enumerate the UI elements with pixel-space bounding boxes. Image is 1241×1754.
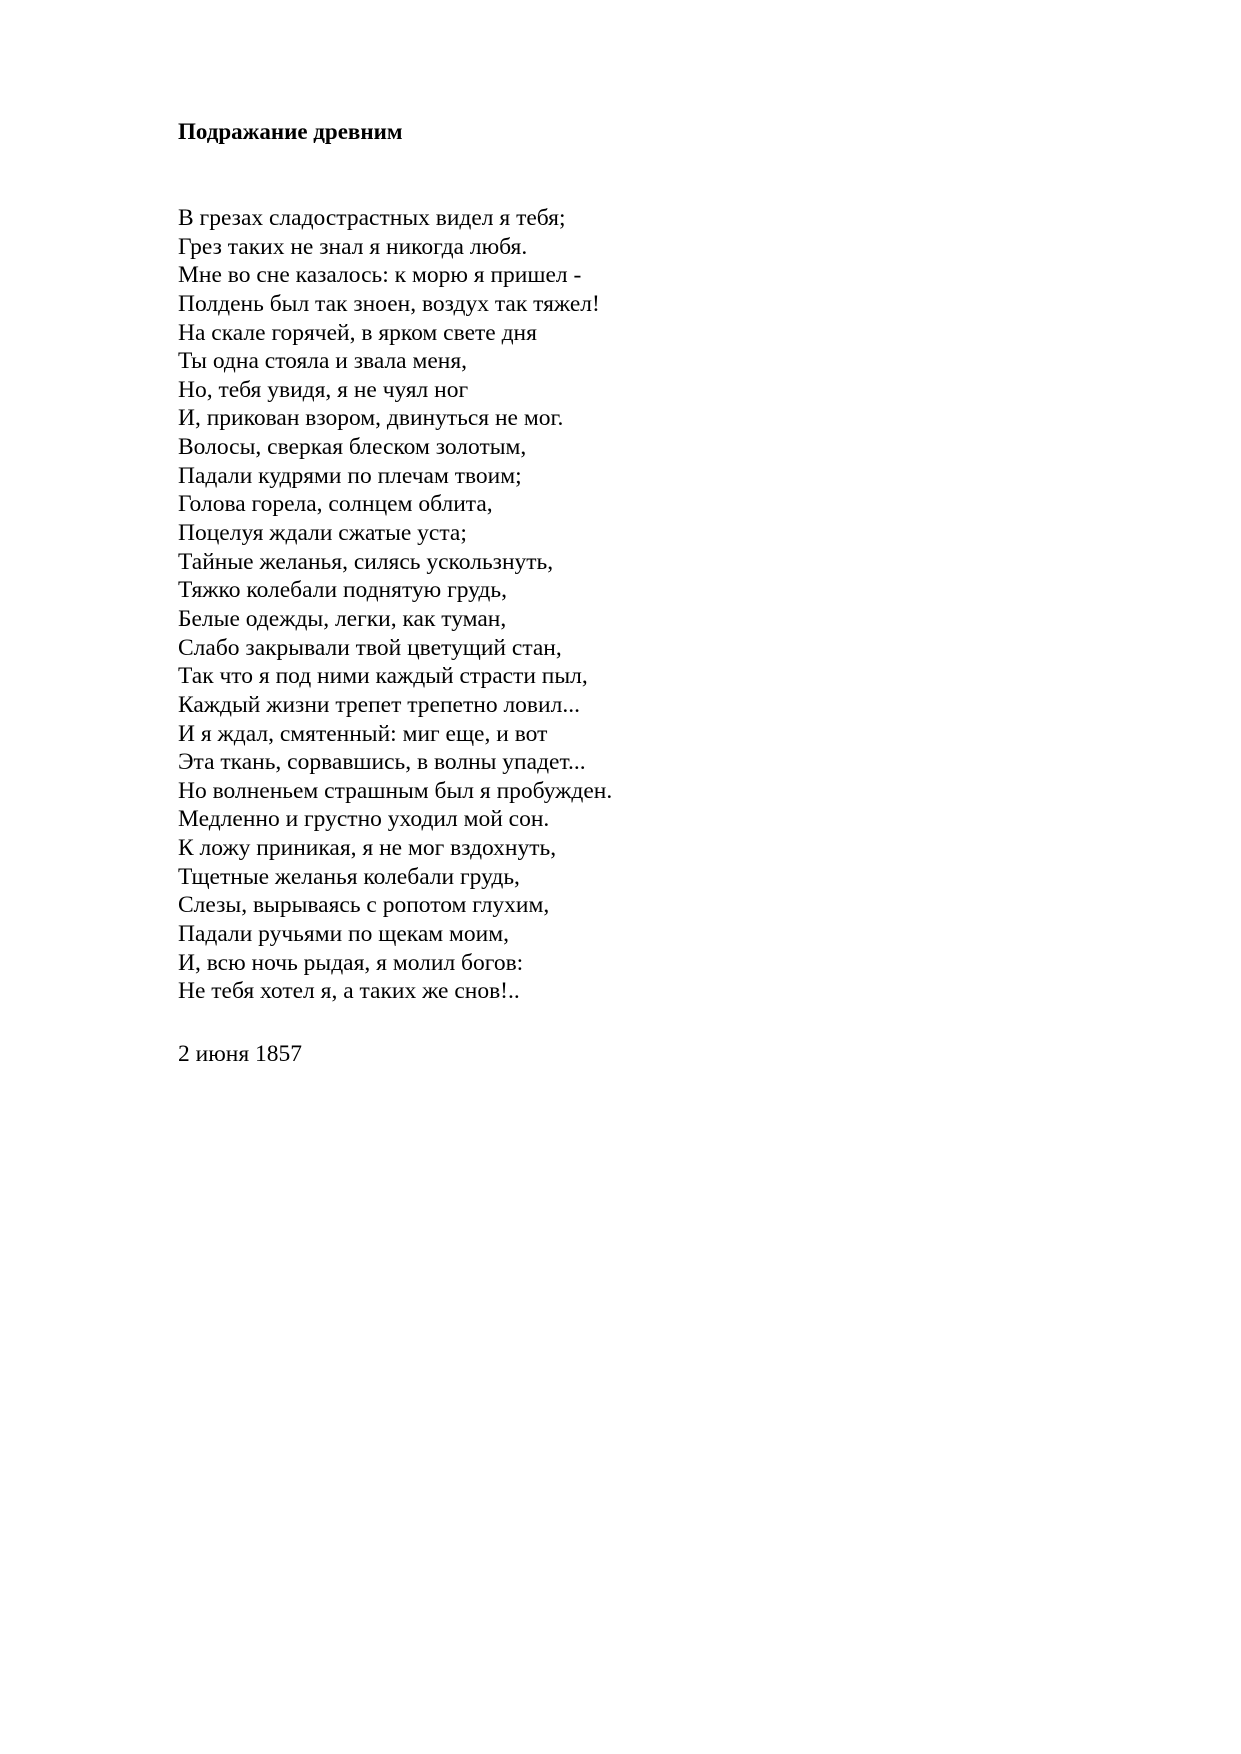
poem-line: Мне во сне казалось: к морю я пришел -: [178, 262, 582, 289]
poem-line: К ложу приникая, я не мог вздохнуть,: [178, 835, 557, 862]
poem-line: В грезах сладострастных видел я тебя;: [178, 205, 566, 231]
poem-body: [178, 204, 612, 1006]
poem-line: Белые одежды, легки, как туман,: [178, 605, 507, 632]
poem-line: Падали кудрями по плечам твоим;: [178, 462, 522, 489]
poem-date: 2 июня 1857: [178, 1041, 303, 1067]
poem-line: И, прикован взором, двинуться не мог.: [178, 405, 564, 432]
poem-line: Слабо закрывали твой цветущий стан,: [178, 634, 562, 661]
poem-line: Грез таких не знал я никогда любя.: [178, 233, 528, 260]
poem-line: На скале горячей, в ярком свете дня: [178, 319, 537, 346]
poem-line: Но, тебя увидя, я не чуял ног: [178, 376, 469, 403]
poem-line: И я ждал, смятенный: миг еще, и вот: [178, 720, 548, 747]
poem-line: Ты одна стояла и звала меня,: [178, 348, 468, 375]
poem-line: Слезы, вырываясь с ропотом глухим,: [178, 892, 550, 919]
poem-line: Волосы, сверкая блеском золотым,: [178, 434, 527, 461]
poem-line: Падали ручьями по щекам моим,: [178, 921, 509, 948]
poem-title: Подражание древним: [178, 119, 403, 144]
poem-line: Тайные желанья, силясь ускользнуть,: [178, 548, 554, 575]
poem-line: Каждый жизни трепет трепетно ловил...: [178, 691, 580, 718]
poem-line: Тщетные желанья колебали грудь,: [178, 863, 520, 890]
poem-line: И, всю ночь рыдая, я молил богов:: [178, 949, 524, 976]
poem-line: Эта ткань, сорвавшись, в волны упадет...: [178, 749, 586, 776]
poem-line: Тяжко колебали поднятую грудь,: [178, 577, 507, 604]
poem-line: Поцелуя ждали сжатые уста;: [178, 520, 467, 547]
poem-line: Так что я под ними каждый страсти пыл,: [178, 663, 588, 690]
poem-line: Полдень был так зноен, воздух так тяжел!: [178, 290, 600, 317]
poem-line: Медленно и грустно уходил мой сон.: [178, 806, 550, 833]
poem-line: Голова горела, солнцем облита,: [178, 491, 493, 518]
poem-line: Не тебя хотел я, а таких же снов!..: [178, 978, 520, 1005]
poem-line: Но волненьем страшным был я пробужден.: [178, 777, 613, 804]
